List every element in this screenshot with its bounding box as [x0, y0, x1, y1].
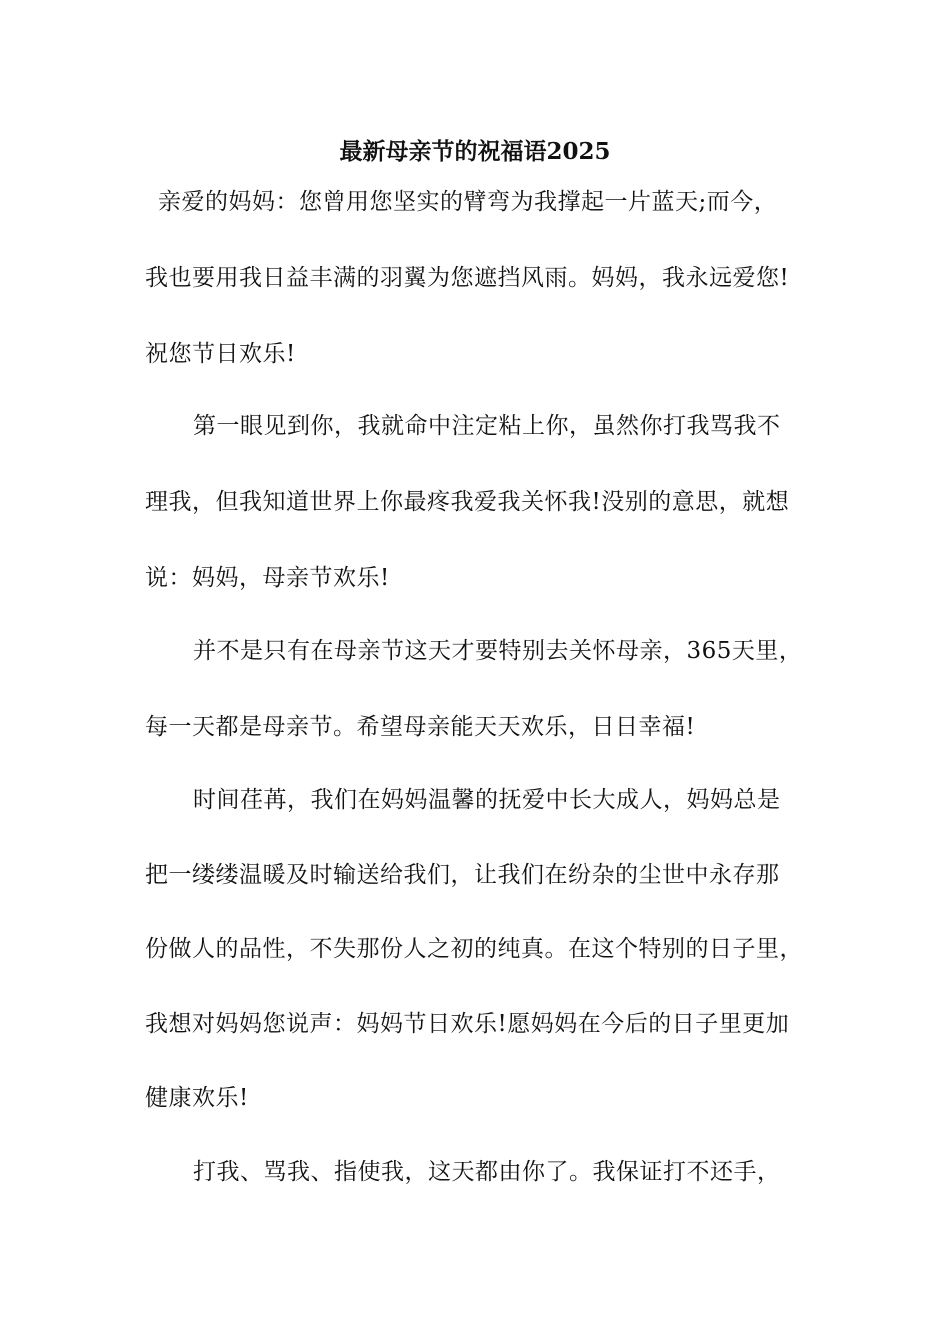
paragraph-2-line-2: 理我，但我知道世界上你最疼我爱我关怀我!没别的意思，就想 [145, 489, 790, 515]
paragraph-1-line-2: 我也要用我日益丰满的羽翼为您遮挡风雨。妈妈，我永远爱您! [145, 265, 790, 291]
paragraph-2-line-1: 第一眼见到你，我就命中注定粘上你，虽然你打我骂我不 [193, 413, 781, 439]
paragraph-3-line-1: 并不是只有在母亲节这天才要特别去关怀母亲，365天里， [193, 638, 803, 664]
paragraph-4-line-4: 我想对妈妈您说声：妈妈节日欢乐!愿妈妈在今后的日子里更加 [145, 1011, 790, 1037]
paragraph-4-line-2: 把一缕缕温暖及时输送给我们，让我们在纷杂的尘世中永存那 [145, 862, 780, 888]
paragraph-3-line-2: 每一天都是母亲节。希望母亲能天天欢乐，日日幸福! [145, 714, 696, 740]
paragraph-4-line-1: 时间荏苒，我们在妈妈温馨的抚爱中长大成人，妈妈总是 [193, 787, 781, 813]
paragraph-5-line-1: 打我、骂我、指使我，这天都由你了。我保证打不还手， [193, 1159, 781, 1185]
paragraph-1-line-1: 亲爱的妈妈：您曾用您坚实的臂弯为我撑起一片蓝天;而今， [158, 189, 778, 215]
paragraph-1-line-3: 祝您节日欢乐! [145, 341, 296, 367]
paragraph-4-line-5: 健康欢乐! [145, 1085, 249, 1111]
paragraph-4-line-3: 份做人的品性，不失那份人之初的纯真。在这个特别的日子里， [145, 936, 803, 962]
document-title: 最新母亲节的祝福语2025 [339, 138, 611, 165]
paragraph-2-line-3: 说：妈妈，母亲节欢乐! [145, 565, 390, 591]
